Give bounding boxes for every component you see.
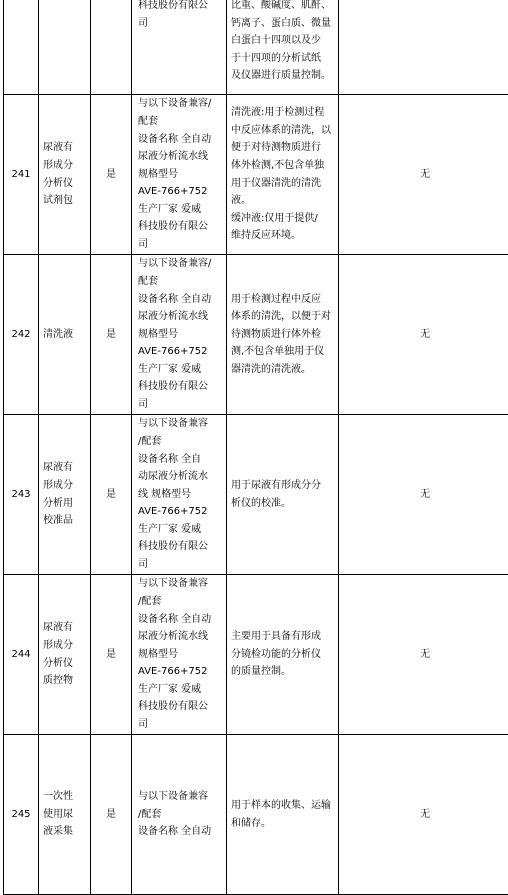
row-number-cell: [4, 415, 39, 575]
intended-use-text-line: 待测物质进行体外检: [231, 326, 334, 344]
yes-cell: [91, 575, 132, 735]
compatibility-text: [132, 788, 226, 841]
compatibility-text-line: 与以下设备兼容/: [138, 255, 224, 273]
intended-use-text-line: 主要用于具备有形成: [231, 628, 334, 646]
compatibility-cell: [132, 415, 227, 575]
intended-use-text-line: 维持反应环境。: [231, 227, 334, 245]
compatibility-text-line: 配套: [138, 113, 224, 131]
intended-use-text-line: 分镜检功能的分析仪: [231, 646, 334, 664]
compatibility-text-line: /配套: [138, 433, 224, 451]
compatibility-cell: [132, 255, 227, 415]
compatibility-text-line: 科技股份有限公: [138, 378, 224, 396]
compatibility-text: [132, 0, 226, 32]
intended-use-text-line: 钙离子、蛋白质、微量: [231, 15, 334, 33]
compatibility-text-line: /配套: [138, 593, 224, 611]
product-name-line: 尿液有: [43, 459, 88, 477]
compatibility-text-line: 规格型号: [138, 646, 224, 664]
intended-use-text-line: 体系的清洗，以便于对: [231, 308, 334, 326]
product-name: [39, 459, 90, 529]
compatibility-text-line: 设备名称 全自动: [138, 291, 224, 309]
row-number-cell: [4, 0, 39, 95]
table-row: [4, 0, 508, 95]
compatibility-text: [132, 415, 226, 573]
other-cell: [339, 255, 508, 415]
row-number: 245: [11, 809, 30, 820]
compatibility-text: [132, 255, 226, 413]
compatibility-cell: [132, 575, 227, 735]
compatibility-text-line: 司: [138, 716, 224, 734]
other-value: 无: [420, 809, 430, 820]
compatibility-text-line: 设备名称 全自动: [138, 131, 224, 149]
product-name: [39, 619, 90, 689]
intended-use-text-line: 缓冲液:仅用于提供/: [231, 210, 334, 228]
other-value: 无: [420, 329, 430, 340]
other-value: 无: [420, 169, 430, 180]
product-name-line: 尿液有: [43, 619, 88, 637]
intended-use-text-line: 和储存。: [231, 815, 334, 833]
product-name-cell: [39, 415, 91, 575]
compatibility-text-line: 生产厂家 爱威: [138, 681, 224, 699]
yes-mark: 是: [106, 809, 116, 820]
intended-use-text-line: 器清洗的清洗液。: [231, 361, 334, 379]
product-table: [3, 0, 508, 895]
product-name-line: 试剂包: [43, 192, 88, 210]
other-cell: [339, 95, 508, 255]
compatibility-text-line: 司: [138, 396, 224, 414]
other-cell: [339, 575, 508, 735]
product-name-line: 分析仪: [43, 655, 88, 673]
compatibility-cell: [132, 735, 227, 895]
row-number: 244: [11, 649, 30, 660]
compatibility-text-line: 尿液分析流水线: [138, 148, 224, 166]
product-name-line: 形成分: [43, 477, 88, 495]
product-name-line: 分析仪: [43, 175, 88, 193]
compatibility-text-line: 科技股份有限公: [138, 218, 224, 236]
product-name-line: 液采集: [43, 823, 88, 841]
intended-use-text-line: 比重、酸碱度、肌酐、: [231, 0, 334, 15]
yes-mark: 是: [106, 489, 116, 500]
row-number-cell: [4, 735, 39, 895]
compatibility-text-line: 司: [138, 556, 224, 574]
product-name-cell: [39, 255, 91, 415]
yes-cell: [91, 415, 132, 575]
compatibility-text-line: 科技股份有限公: [138, 698, 224, 716]
intended-use-cell: [227, 415, 339, 575]
compatibility-text-line: 司: [138, 15, 224, 33]
product-name: [39, 788, 90, 841]
compatibility-text-line: 生产厂家 爱威: [138, 361, 224, 379]
compatibility-text-line: 配套: [138, 273, 224, 291]
product-name-cell: [39, 735, 91, 895]
compatibility-text-line: 生产厂家 爱威: [138, 521, 224, 539]
compatibility-text-line: 设备名称 全自动: [138, 823, 224, 841]
product-name-line: 形成分: [43, 637, 88, 655]
product-name-line: 分析用: [43, 495, 88, 513]
yes-mark: 是: [106, 169, 116, 180]
intended-use-text-line: 液。: [231, 192, 334, 210]
other-cell: [339, 0, 508, 95]
product-name-line: 校准品: [43, 512, 88, 530]
compatibility-text-line: 司: [138, 236, 224, 254]
intended-use-text-line: 清洗液:用于检测过程: [231, 104, 334, 122]
intended-use-cell: [227, 0, 339, 95]
yes-mark: 是: [106, 649, 116, 660]
product-name-line: 质控物: [43, 672, 88, 690]
product-name-line: 清洗液: [43, 326, 88, 344]
intended-use-text-line: 的质量控制。: [231, 663, 334, 681]
compatibility-cell: [132, 0, 227, 95]
other-cell: [339, 415, 508, 575]
product-name-line: 形成分: [43, 157, 88, 175]
compatibility-text-line: 规格型号: [138, 166, 224, 184]
compatibility-text-line: AVE-766+752: [138, 183, 224, 201]
row-number: 243: [11, 489, 30, 500]
intended-use-text-line: 析仪的校准。: [231, 495, 334, 513]
compatibility-text-line: AVE-766+752: [138, 343, 224, 361]
table-row: [4, 95, 508, 255]
intended-use-text: [227, 0, 338, 85]
compatibility-text-line: 线 规格型号: [138, 486, 224, 504]
other-value: 无: [420, 649, 430, 660]
compatibility-text-line: 与以下设备兼容/: [138, 95, 224, 113]
compatibility-text-line: 尿液分析流水线: [138, 308, 224, 326]
compatibility-text-line: 生产厂家 爱威: [138, 201, 224, 219]
product-name-cell: [39, 95, 91, 255]
compatibility-text-line: 科技股份有限公: [138, 0, 224, 15]
product-name-line: 使用尿: [43, 806, 88, 824]
table-row: [4, 415, 508, 575]
intended-use-text-line: 及仪器进行质量控制。: [231, 67, 334, 85]
row-number-cell: [4, 95, 39, 255]
compatibility-text-line: 动尿液分析流水: [138, 468, 224, 486]
compatibility-text-line: 设备名称 全自: [138, 451, 224, 469]
compatibility-text-line: 设备名称 全自动: [138, 611, 224, 629]
compatibility-text-line: 规格型号: [138, 326, 224, 344]
compatibility-text: [132, 575, 226, 733]
intended-use-text-line: 于十四项的分析试纸: [231, 50, 334, 68]
intended-use-cell: [227, 575, 339, 735]
intended-use-text-line: 体外检测,不包含单独: [231, 157, 334, 175]
product-name: [39, 326, 90, 344]
compatibility-text-line: 尿液分析流水线: [138, 628, 224, 646]
other-cell: [339, 735, 508, 895]
yes-mark: 是: [106, 329, 116, 340]
intended-use-text-line: 用于检测过程中反应: [231, 291, 334, 309]
intended-use-text: [227, 104, 338, 245]
yes-cell: [91, 255, 132, 415]
other-value: 无: [420, 489, 430, 500]
intended-use-text-line: 测,不包含单独用于仪: [231, 343, 334, 361]
compatibility-text-line: AVE-766+752: [138, 663, 224, 681]
product-name: [39, 139, 90, 209]
row-number: 241: [11, 169, 30, 180]
compatibility-text-line: 与以下设备兼容: [138, 788, 224, 806]
intended-use-text-line: 便于对待测物质进行: [231, 139, 334, 157]
compatibility-text-line: 与以下设备兼容: [138, 575, 224, 593]
table-row: [4, 255, 508, 415]
yes-cell: [91, 735, 132, 895]
intended-use-cell: [227, 735, 339, 895]
intended-use-text: [227, 628, 338, 681]
yes-cell: [91, 0, 132, 95]
intended-use-cell: [227, 255, 339, 415]
intended-use-text: [227, 797, 338, 832]
compatibility-text-line: /配套: [138, 806, 224, 824]
product-name-cell: [39, 575, 91, 735]
intended-use-text-line: 用于样本的收集、运输: [231, 797, 334, 815]
yes-cell: [91, 95, 132, 255]
compatibility-cell: [132, 95, 227, 255]
table-row: [4, 735, 508, 895]
row-number: 242: [11, 329, 30, 340]
intended-use-text: [227, 291, 338, 379]
compatibility-text-line: 与以下设备兼容: [138, 415, 224, 433]
intended-use-text: [227, 477, 338, 512]
compatibility-text-line: AVE-766+752: [138, 503, 224, 521]
product-name-cell: [39, 0, 91, 95]
intended-use-text-line: 用于尿液有形成分分: [231, 477, 334, 495]
intended-use-text-line: 用于仪器清洗的清洗: [231, 175, 334, 193]
row-number-cell: [4, 255, 39, 415]
intended-use-text-line: 白蛋白十四项以及少: [231, 32, 334, 50]
intended-use-text-line: 中反应体系的清洗，以: [231, 122, 334, 140]
product-name-line: 一次性: [43, 788, 88, 806]
compatibility-text: [132, 95, 226, 253]
compatibility-text-line: 科技股份有限公: [138, 538, 224, 556]
product-name-line: 尿液有: [43, 139, 88, 157]
table-row: [4, 575, 508, 735]
row-number-cell: [4, 575, 39, 735]
intended-use-cell: [227, 95, 339, 255]
